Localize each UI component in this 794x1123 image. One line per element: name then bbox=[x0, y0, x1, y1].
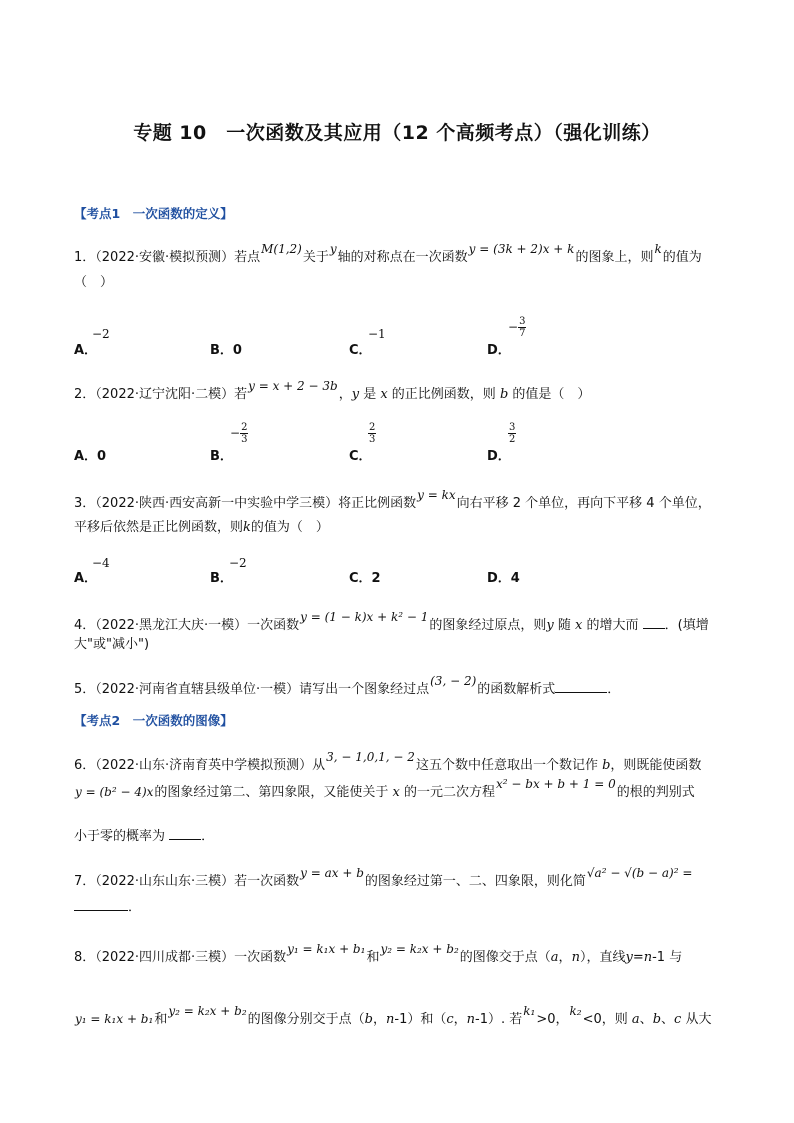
answer-blank bbox=[169, 827, 201, 840]
section-heading-2: 【考点2 一次函数的图像】 bbox=[74, 713, 233, 728]
q3-option-c: C．2 bbox=[349, 571, 381, 586]
q2-option-b-value: − $\frac{2}{3}$ bbox=[230, 422, 248, 445]
answer-blank bbox=[643, 616, 665, 629]
question-3-line-2: 平移后依然是正比例函数，则k的值为（ ） bbox=[74, 520, 329, 535]
question-6: 6．（2022·山东·济南育英中学模拟预测）从3, − 1,0,1, − 2这五个数中任意取出一个数记作 b，则既能使函数 bbox=[74, 750, 702, 773]
question-7: 7．（2022·山东山东·三模）若一次函数y = ax + b的图象经过第一、二、四象限，则化简√a² − √(b − a)² = bbox=[74, 866, 693, 889]
q2-option-c-value bbox=[368, 422, 376, 445]
q1-option-a-value: −2 bbox=[92, 327, 110, 341]
q1-option-d: D． bbox=[487, 343, 511, 358]
fraction: $\frac{3}{2}$ bbox=[509, 422, 516, 445]
question-1-line-2: （ ） bbox=[74, 275, 114, 290]
q1-option-c-value: −1 bbox=[368, 327, 386, 341]
q3-option-a-value: −4 bbox=[92, 556, 110, 570]
q2-option-b: B． bbox=[210, 449, 233, 464]
question-1: 1．（2022·安徽·模拟预测）若点M(1,2)关于y轴的对称点在一次函数y = (3k + 2)x + k的图象上，则k的值为 bbox=[74, 242, 702, 265]
q1-option-c: C． bbox=[349, 343, 372, 358]
q2-option-c: C． bbox=[349, 449, 372, 464]
q2-option-d: D． bbox=[487, 449, 511, 464]
fraction: $\frac{3}{7}$ bbox=[519, 316, 526, 339]
q3-option-b-value: −2 bbox=[229, 556, 247, 570]
q3-option-b: B． bbox=[210, 571, 233, 586]
question-4: 4．（2022·黑龙江大庆·一模）一次函数y = (1 − k)x + k² − 1的图象经过原点，则y 随 x 的增大而 ．(填增 bbox=[74, 610, 709, 633]
q1-option-d-value: − $\frac{3}{7}$ bbox=[508, 316, 526, 339]
section-heading-1: 【考点1 一次函数的定义】 bbox=[74, 206, 233, 221]
question-3: 3．（2022·陕西·西安高新一中实验中学三模）将正比例函数y = kx向右平移 2 个单位，再向下平移 4 个单位， bbox=[74, 488, 711, 511]
fraction: $\frac{2}{3}$ bbox=[369, 422, 376, 445]
question-2: 2．（2022·辽宁沈阳·二模）若y = x + 2 − 3b，y 是 x 的正比例函数，则 b 的值是（ ） bbox=[74, 379, 591, 402]
q3-option-a: A． bbox=[74, 571, 98, 586]
question-8-line-2: y₁ = k₁x + b₁和y₂ = k₂x + b₂的图像分别交于点（b，n-1）和（c，n-1）. 若k₁>0，k₂<0，则 a、b、c 从大 bbox=[75, 1004, 712, 1027]
q3-option-d: D．4 bbox=[487, 571, 520, 586]
question-6-line-3: 小于零的概率为 ． bbox=[74, 829, 215, 844]
q2-option-a: A．0 bbox=[74, 449, 107, 464]
question-5: 5．（2022·河南省直辖县级单位·一模）请写出一个图象经过点(3, − 2)的函数解析式 ． bbox=[74, 674, 621, 697]
q1-option-a: A． bbox=[74, 343, 98, 358]
q1-option-b: B．0 bbox=[210, 343, 242, 358]
q2-option-d-value bbox=[508, 422, 516, 445]
question-7-line-2: ． bbox=[74, 898, 141, 917]
fraction: $\frac{2}{3}$ bbox=[241, 422, 248, 445]
question-4-line-2: 大"或"减小") bbox=[74, 637, 150, 652]
answer-blank bbox=[555, 680, 607, 693]
answer-blank bbox=[74, 898, 128, 911]
question-6-line-2: y = (b² − 4)x的图象经过第二、第四象限，又能使关于 x 的一元二次方程x² − bx + b + 1 = 0的根的判别式 bbox=[75, 777, 695, 800]
question-8: 8．（2022·四川成都·三模）一次函数y₁ = k₁x + b₁和y₂ = k₂x + b₂的图像交于点（a，n），直线y=n-1 与 bbox=[74, 942, 683, 965]
page-title: 专题 10 一次函数及其应用（12 个高频考点）（强化训练） bbox=[133, 122, 661, 144]
